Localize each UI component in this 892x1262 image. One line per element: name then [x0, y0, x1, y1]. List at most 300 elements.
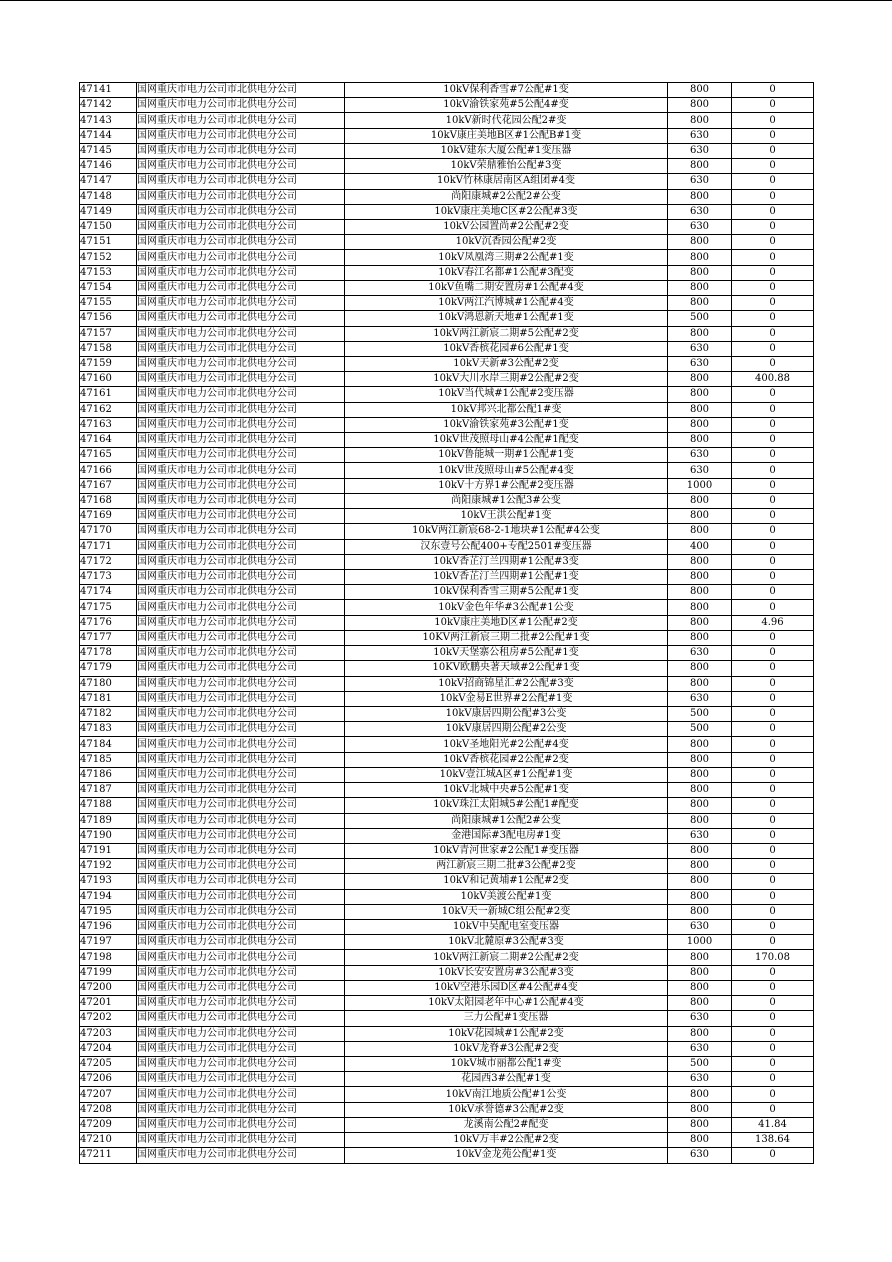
transformer-name-cell: 10kV龙脊#3公配#2变	[345, 1041, 668, 1056]
row-id-cell: 47188	[80, 798, 137, 813]
row-id-cell: 47203	[80, 1026, 137, 1041]
transformer-name-cell: 10kV空港乐园D区#4公配#4变	[345, 980, 668, 995]
value-cell: 0	[732, 752, 814, 767]
value-cell: 0	[732, 965, 814, 980]
company-cell: 国网重庆市电力公司市北供电分公司	[137, 219, 345, 234]
capacity-cell: 630	[668, 646, 732, 661]
capacity-cell: 800	[668, 417, 732, 432]
company-cell: 国网重庆市电力公司市北供电分公司	[137, 874, 345, 889]
capacity-cell: 800	[668, 798, 732, 813]
company-cell: 国网重庆市电力公司市北供电分公司	[137, 493, 345, 508]
row-id-cell: 47142	[80, 98, 137, 113]
value-cell: 0	[732, 767, 814, 782]
value-cell: 0	[732, 387, 814, 402]
capacity-cell: 800	[668, 98, 732, 113]
company-cell: 国网重庆市电力公司市北供电分公司	[137, 1102, 345, 1117]
transformer-name-cell: 10kV太阳园老年中心#1公配#4变	[345, 996, 668, 1011]
value-cell: 0	[732, 646, 814, 661]
table-row	[80, 752, 814, 767]
company-cell: 国网重庆市电力公司市北供电分公司	[137, 174, 345, 189]
transformer-name-cell: 10kV南江地质公配#1公变	[345, 1087, 668, 1102]
company-cell: 国网重庆市电力公司市北供电分公司	[137, 463, 345, 478]
company-cell: 国网重庆市电力公司市北供电分公司	[137, 570, 345, 585]
table-row	[80, 904, 814, 919]
row-id-cell: 47209	[80, 1117, 137, 1132]
capacity-cell: 630	[668, 1148, 732, 1163]
transformer-name-cell: 10kV当代城#1公配#2变压器	[345, 387, 668, 402]
company-cell: 国网重庆市电力公司市北供电分公司	[137, 706, 345, 721]
company-cell: 国网重庆市电力公司市北供电分公司	[137, 798, 345, 813]
value-cell: 0	[732, 463, 814, 478]
table-row	[80, 691, 814, 706]
row-id-cell: 47200	[80, 980, 137, 995]
company-cell: 国网重庆市电力公司市北供电分公司	[137, 280, 345, 295]
company-cell: 国网重庆市电力公司市北供电分公司	[137, 935, 345, 950]
table-row	[80, 326, 814, 341]
row-id-cell: 47193	[80, 874, 137, 889]
table-row	[80, 280, 814, 295]
row-id-cell: 47156	[80, 311, 137, 326]
value-cell: 0	[732, 1041, 814, 1056]
value-cell: 0	[732, 920, 814, 935]
capacity-cell: 630	[668, 448, 732, 463]
value-cell: 0	[732, 1026, 814, 1041]
table-row	[80, 1057, 814, 1072]
company-cell: 国网重庆市电力公司市北供电分公司	[137, 250, 345, 265]
transformer-name-cell: 10kV邦兴北都公配1#变	[345, 402, 668, 417]
transformer-name-cell: 龙溪南公配2#配变	[345, 1117, 668, 1132]
row-id-cell: 47151	[80, 235, 137, 250]
table-row	[80, 1026, 814, 1041]
capacity-cell: 800	[668, 554, 732, 569]
transformer-name-cell: 10kV沉香园公配#2变	[345, 235, 668, 250]
value-cell: 0	[732, 98, 814, 113]
company-cell: 国网重庆市电力公司市北供电分公司	[137, 1117, 345, 1132]
transformer-name-cell: 10kV万丰#2公配#2变	[345, 1133, 668, 1148]
table-row	[80, 463, 814, 478]
row-id-cell: 47169	[80, 509, 137, 524]
row-id-cell: 47187	[80, 783, 137, 798]
row-id-cell: 47161	[80, 387, 137, 402]
value-cell: 0	[732, 296, 814, 311]
transformer-name-cell: 10kV两江新宸二期#5公配#2变	[345, 326, 668, 341]
capacity-cell: 800	[668, 113, 732, 128]
capacity-cell: 630	[668, 174, 732, 189]
table-row	[80, 356, 814, 371]
transformer-name-cell: 尚阳康城#1公配3#公变	[345, 493, 668, 508]
value-cell: 0	[732, 311, 814, 326]
capacity-cell: 630	[668, 143, 732, 158]
capacity-cell: 800	[668, 433, 732, 448]
table-row	[80, 828, 814, 843]
row-id-cell: 47178	[80, 646, 137, 661]
company-cell: 国网重庆市电力公司市北供电分公司	[137, 554, 345, 569]
company-cell: 国网重庆市电力公司市北供电分公司	[137, 311, 345, 326]
capacity-cell: 800	[668, 1026, 732, 1041]
row-id-cell: 47162	[80, 402, 137, 417]
row-id-cell: 47144	[80, 128, 137, 143]
transformer-name-cell: 10kV十方界1#公配#2变压器	[345, 478, 668, 493]
row-id-cell: 47147	[80, 174, 137, 189]
value-cell: 0	[732, 356, 814, 371]
value-cell: 0	[732, 433, 814, 448]
table-row	[80, 676, 814, 691]
company-cell: 国网重庆市电力公司市北供电分公司	[137, 1011, 345, 1026]
table-row	[80, 1117, 814, 1132]
transformer-name-cell: 10kV竹林康居南区A组团#4变	[345, 174, 668, 189]
row-id-cell: 47177	[80, 630, 137, 645]
transformer-name-cell: 金港国际#3配电房#1变	[345, 828, 668, 843]
company-cell: 国网重庆市电力公司市北供电分公司	[137, 1026, 345, 1041]
transformer-name-cell: 10kV世茂照母山#4公配#1配变	[345, 433, 668, 448]
table-row	[80, 1087, 814, 1102]
transformer-name-cell: 尚阳康城#1公配2#公变	[345, 813, 668, 828]
company-cell: 国网重庆市电力公司市北供电分公司	[137, 813, 345, 828]
table-row	[80, 661, 814, 676]
transformer-name-cell: 10kV荣鼎雅怡公配#3变	[345, 159, 668, 174]
company-cell: 国网重庆市电力公司市北供电分公司	[137, 1133, 345, 1148]
company-cell: 国网重庆市电力公司市北供电分公司	[137, 387, 345, 402]
transformer-name-cell: 10kV金龙苑公配#1变	[345, 1148, 668, 1163]
capacity-cell: 800	[668, 1117, 732, 1132]
table-row	[80, 783, 814, 798]
table-row	[80, 159, 814, 174]
transformer-name-cell: 尚阳康城#2公配2#公变	[345, 189, 668, 204]
capacity-cell: 800	[668, 904, 732, 919]
value-cell: 0	[732, 265, 814, 280]
row-id-cell: 47179	[80, 661, 137, 676]
table-row	[80, 1102, 814, 1117]
capacity-cell: 800	[668, 874, 732, 889]
row-id-cell: 47150	[80, 219, 137, 234]
value-cell: 0	[732, 889, 814, 904]
table-row	[80, 722, 814, 737]
company-cell: 国网重庆市电力公司市北供电分公司	[137, 691, 345, 706]
value-cell: 0	[732, 539, 814, 554]
row-id-cell: 47175	[80, 600, 137, 615]
value-cell: 0	[732, 783, 814, 798]
row-id-cell: 47183	[80, 722, 137, 737]
row-id-cell: 47158	[80, 341, 137, 356]
row-id-cell: 47157	[80, 326, 137, 341]
transformer-name-cell: 10kV康居四期公配#2公变	[345, 722, 668, 737]
row-id-cell: 47143	[80, 113, 137, 128]
value-cell: 0	[732, 83, 814, 98]
table-row	[80, 296, 814, 311]
company-cell: 国网重庆市电力公司市北供电分公司	[137, 296, 345, 311]
table-row	[80, 250, 814, 265]
capacity-cell: 800	[668, 296, 732, 311]
capacity-cell: 800	[668, 280, 732, 295]
table-row	[80, 798, 814, 813]
row-id-cell: 47153	[80, 265, 137, 280]
row-id-cell: 47205	[80, 1057, 137, 1072]
capacity-cell: 800	[668, 859, 732, 874]
transformer-name-cell: 10KV欧鹏央著天域#2公配#1变	[345, 661, 668, 676]
company-cell: 国网重庆市电力公司市北供电分公司	[137, 737, 345, 752]
value-cell: 0	[732, 570, 814, 585]
company-cell: 国网重庆市电力公司市北供电分公司	[137, 402, 345, 417]
company-cell: 国网重庆市电力公司市北供电分公司	[137, 356, 345, 371]
company-cell: 国网重庆市电力公司市北供电分公司	[137, 980, 345, 995]
transformer-name-cell: 10kV凤凰湾三期#2公配#1变	[345, 250, 668, 265]
transformer-name-cell: 10kV渝铁家苑#5公配4#变	[345, 98, 668, 113]
transformer-name-cell: 10kV和记黄埔#1公配#2变	[345, 874, 668, 889]
capacity-cell: 800	[668, 235, 732, 250]
transformer-name-cell: 10kV两江汽博城#1公配#4变	[345, 296, 668, 311]
value-cell: 0	[732, 280, 814, 295]
company-cell: 国网重庆市电力公司市北供电分公司	[137, 889, 345, 904]
row-id-cell: 47166	[80, 463, 137, 478]
transformer-name-cell: 10kV大川水岸三期#2公配#2变	[345, 372, 668, 387]
row-id-cell: 47201	[80, 996, 137, 1011]
row-id-cell: 47141	[80, 83, 137, 98]
value-cell: 0	[732, 722, 814, 737]
value-cell: 0	[732, 980, 814, 995]
table-row	[80, 174, 814, 189]
table-row	[80, 889, 814, 904]
row-id-cell: 47207	[80, 1087, 137, 1102]
company-cell: 国网重庆市电力公司市北供电分公司	[137, 372, 345, 387]
capacity-cell: 800	[668, 372, 732, 387]
row-id-cell: 47182	[80, 706, 137, 721]
table-row	[80, 600, 814, 615]
company-cell: 国网重庆市电力公司市北供电分公司	[137, 83, 345, 98]
company-cell: 国网重庆市电力公司市北供电分公司	[137, 676, 345, 691]
table-row	[80, 143, 814, 158]
value-cell: 0	[732, 554, 814, 569]
row-id-cell: 47195	[80, 904, 137, 919]
row-id-cell: 47176	[80, 615, 137, 630]
capacity-cell: 500	[668, 311, 732, 326]
value-cell: 0	[732, 219, 814, 234]
row-id-cell: 47180	[80, 676, 137, 691]
company-cell: 国网重庆市电力公司市北供电分公司	[137, 950, 345, 965]
value-cell: 0	[732, 1148, 814, 1163]
value-cell: 0	[732, 1011, 814, 1026]
capacity-cell: 500	[668, 706, 732, 721]
table-row	[80, 1072, 814, 1087]
value-cell: 0	[732, 600, 814, 615]
capacity-cell: 800	[668, 250, 732, 265]
transformer-name-cell: 10kV两江新宸二期#2公配#2变	[345, 950, 668, 965]
value-cell: 0	[732, 1072, 814, 1087]
row-id-cell: 47189	[80, 813, 137, 828]
transformer-name-cell: 10kV金易E世界#2公配#1变	[345, 691, 668, 706]
value-cell: 0	[732, 691, 814, 706]
value-cell: 400.88	[732, 372, 814, 387]
capacity-cell: 800	[668, 509, 732, 524]
transformer-name-cell: 10kV天一新城C组公配#2变	[345, 904, 668, 919]
company-cell: 国网重庆市电力公司市北供电分公司	[137, 600, 345, 615]
table-row	[80, 98, 814, 113]
table-row	[80, 1148, 814, 1163]
company-cell: 国网重庆市电力公司市北供电分公司	[137, 904, 345, 919]
capacity-cell: 800	[668, 843, 732, 858]
capacity-cell: 800	[668, 1133, 732, 1148]
company-cell: 国网重庆市电力公司市北供电分公司	[137, 204, 345, 219]
transformer-name-cell: 10kV壹江城A区#1公配#1变	[345, 767, 668, 782]
transformer-name-cell: 10kV天新#3公配#2变	[345, 356, 668, 371]
table-row	[80, 585, 814, 600]
transformer-name-cell: 10kV保利香雪三期#5公配#1变	[345, 585, 668, 600]
capacity-cell: 630	[668, 463, 732, 478]
company-cell: 国网重庆市电力公司市北供电分公司	[137, 661, 345, 676]
row-id-cell: 47194	[80, 889, 137, 904]
company-cell: 国网重庆市电力公司市北供电分公司	[137, 448, 345, 463]
company-cell: 国网重庆市电力公司市北供电分公司	[137, 843, 345, 858]
value-cell: 0	[732, 1102, 814, 1117]
capacity-cell: 800	[668, 493, 732, 508]
value-cell: 0	[732, 159, 814, 174]
row-id-cell: 47192	[80, 859, 137, 874]
capacity-cell: 800	[668, 737, 732, 752]
capacity-cell: 800	[668, 402, 732, 417]
transformer-name-cell: 10kV香芷汀兰四期#1公配#1变	[345, 570, 668, 585]
table-row	[80, 706, 814, 721]
capacity-cell: 800	[668, 630, 732, 645]
transformer-name-cell: 10kV金色年华#3公配#1公变	[345, 600, 668, 615]
transformer-name-cell: 10kV香槟花园#6公配#1变	[345, 341, 668, 356]
value-cell: 0	[732, 1087, 814, 1102]
capacity-cell: 800	[668, 265, 732, 280]
company-cell: 国网重庆市电力公司市北供电分公司	[137, 859, 345, 874]
value-cell: 0	[732, 113, 814, 128]
table-row	[80, 920, 814, 935]
company-cell: 国网重庆市电力公司市北供电分公司	[137, 585, 345, 600]
company-cell: 国网重庆市电力公司市北供电分公司	[137, 752, 345, 767]
transformer-name-cell: 10kV两江新宸68-2-1地块#1公配#4公变	[345, 524, 668, 539]
row-id-cell: 47206	[80, 1072, 137, 1087]
value-cell: 0	[732, 250, 814, 265]
value-cell: 0	[732, 828, 814, 843]
value-cell: 0	[732, 813, 814, 828]
capacity-cell: 800	[668, 159, 732, 174]
capacity-cell: 800	[668, 767, 732, 782]
transformer-name-cell: 10kV珠江太阳城5#公配1#配变	[345, 798, 668, 813]
capacity-cell: 800	[668, 83, 732, 98]
transformer-name-cell: 10kV康居四期公配#3公变	[345, 706, 668, 721]
transformer-name-cell: 10kV世茂照母山#5公配#4变	[345, 463, 668, 478]
capacity-cell: 500	[668, 1057, 732, 1072]
row-id-cell: 47163	[80, 417, 137, 432]
table-row	[80, 965, 814, 980]
table-row	[80, 235, 814, 250]
value-cell: 0	[732, 676, 814, 691]
company-cell: 国网重庆市电力公司市北供电分公司	[137, 1041, 345, 1056]
row-id-cell: 47190	[80, 828, 137, 843]
capacity-cell: 630	[668, 691, 732, 706]
row-id-cell: 47164	[80, 433, 137, 448]
company-cell: 国网重庆市电力公司市北供电分公司	[137, 524, 345, 539]
table-row	[80, 1041, 814, 1056]
capacity-cell: 800	[668, 600, 732, 615]
capacity-cell: 800	[668, 783, 732, 798]
transformer-name-cell: 10kV康庄美地C区#2公配#3变	[345, 204, 668, 219]
row-id-cell: 47198	[80, 950, 137, 965]
capacity-cell: 630	[668, 128, 732, 143]
company-cell: 国网重庆市电力公司市北供电分公司	[137, 996, 345, 1011]
transformer-name-cell: 10kV王洪公配#1变	[345, 509, 668, 524]
value-cell: 0	[732, 128, 814, 143]
transformer-name-cell: 10kV招商锦星汇#2公配#3变	[345, 676, 668, 691]
table-row	[80, 1133, 814, 1148]
company-cell: 国网重庆市电力公司市北供电分公司	[137, 326, 345, 341]
value-cell: 0	[732, 935, 814, 950]
transformer-name-cell: 10kV渝铁家苑#3公配#1变	[345, 417, 668, 432]
row-id-cell: 47202	[80, 1011, 137, 1026]
row-id-cell: 47146	[80, 159, 137, 174]
company-cell: 国网重庆市电力公司市北供电分公司	[137, 767, 345, 782]
transformer-name-cell: 10kV承誉德#3公配#2变	[345, 1102, 668, 1117]
row-id-cell: 47204	[80, 1041, 137, 1056]
value-cell: 138.64	[732, 1133, 814, 1148]
table-row	[80, 859, 814, 874]
company-cell: 国网重庆市电力公司市北供电分公司	[137, 98, 345, 113]
value-cell: 0	[732, 326, 814, 341]
transformer-name-cell: 10kV北麓原#3公配#3变	[345, 935, 668, 950]
table-row	[80, 554, 814, 569]
company-cell: 国网重庆市电力公司市北供电分公司	[137, 630, 345, 645]
value-cell: 0	[732, 585, 814, 600]
row-id-cell: 47191	[80, 843, 137, 858]
row-id-cell: 47149	[80, 204, 137, 219]
transformer-name-cell: 10KV两江新宸三期二批#2公配#1变	[345, 630, 668, 645]
page-top-border	[0, 0, 892, 1]
transformer-name-cell: 10kV城市丽都公配1#变	[345, 1057, 668, 1072]
capacity-cell: 630	[668, 1011, 732, 1026]
value-cell: 0	[732, 859, 814, 874]
row-id-cell: 47168	[80, 493, 137, 508]
value-cell: 41.84	[732, 1117, 814, 1132]
capacity-cell: 800	[668, 813, 732, 828]
capacity-cell: 800	[668, 326, 732, 341]
capacity-cell: 630	[668, 828, 732, 843]
company-cell: 国网重庆市电力公司市北供电分公司	[137, 128, 345, 143]
table-row	[80, 128, 814, 143]
company-cell: 国网重庆市电力公司市北供电分公司	[137, 509, 345, 524]
table-row	[80, 402, 814, 417]
capacity-cell: 800	[668, 752, 732, 767]
company-cell: 国网重庆市电力公司市北供电分公司	[137, 235, 345, 250]
table-row	[80, 387, 814, 402]
transformer-name-cell: 10kV青河世家#2公配1#变压器	[345, 843, 668, 858]
value-cell: 0	[732, 174, 814, 189]
table-row	[80, 1011, 814, 1026]
capacity-cell: 630	[668, 341, 732, 356]
row-id-cell: 47211	[80, 1148, 137, 1163]
table-row	[80, 996, 814, 1011]
company-cell: 国网重庆市电力公司市北供电分公司	[137, 615, 345, 630]
value-cell: 0	[732, 874, 814, 889]
transformer-name-cell: 10kV长安安置房#3公配#3变	[345, 965, 668, 980]
row-id-cell: 47184	[80, 737, 137, 752]
capacity-cell: 630	[668, 219, 732, 234]
table-row	[80, 570, 814, 585]
table-row	[80, 980, 814, 995]
table-row	[80, 219, 814, 234]
transformer-name-cell: 10kV圣地阳光#2公配#4变	[345, 737, 668, 752]
transformer-name-cell: 10kV建东大厦公配#1变压器	[345, 143, 668, 158]
company-cell: 国网重庆市电力公司市北供电分公司	[137, 113, 345, 128]
transformer-name-cell: 10kV天堡寨公租房#5公配#1变	[345, 646, 668, 661]
row-id-cell: 47173	[80, 570, 137, 585]
capacity-cell: 800	[668, 889, 732, 904]
transformer-name-cell: 10kV鱼嘴二期安置房#1公配#4变	[345, 280, 668, 295]
capacity-cell: 800	[668, 950, 732, 965]
value-cell: 0	[732, 509, 814, 524]
capacity-cell: 800	[668, 1102, 732, 1117]
